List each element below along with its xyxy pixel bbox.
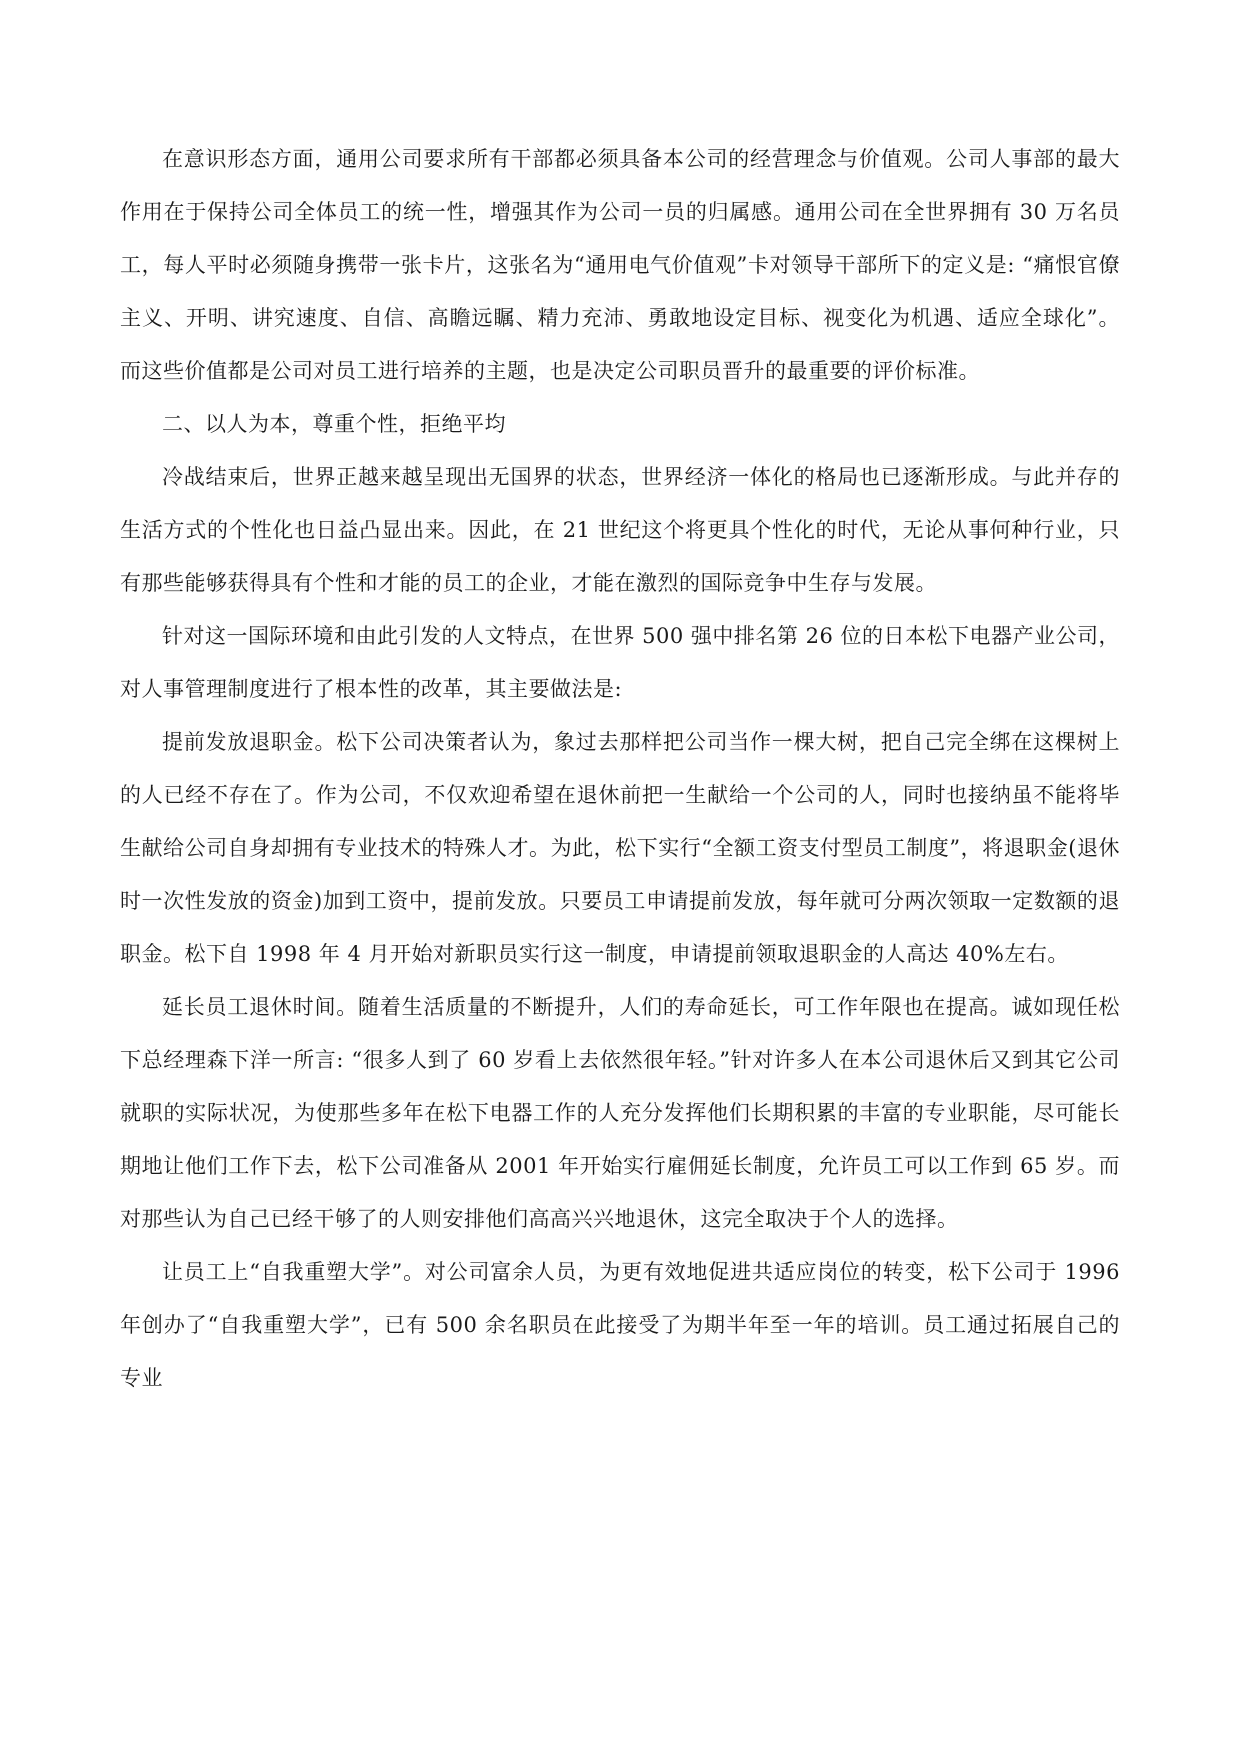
paragraph-early-severance: 提前发放退职金。松下公司决策者认为，象过去那样把公司当作一棵大树，把自己完全绑在这棵树上的人已经不存在了。作为公司，不仅欢迎希望在退休前把一生献给一个公司的人，同时也接纳虽不能将毕生献给公司自身却拥有专业技术的特殊人才。为此，松下实行“全额工资支付型员工制度”，将退职金(退休时一次性发放的资金)加到工资中，提前发放。只要员工申请提前发放，每年就可分两次领取一定数额的退职金。松下自 1998 年 4 月开始对新职员实行这一制度，申请提前领取退职金的人高达 40%左右。 [120,730,1120,966]
paragraph-ideology: 在意识形态方面，通用公司要求所有干部都必须具备本公司的经营理念与价值观。公司人事部的最大作用在于保持公司全体员工的统一性，增强其作为公司一员的归属感。通用公司在全世界拥有 30 万名员工，每人平时必须随身携带一张卡片，这张名为“通用电气价值观”卡对领导干部所下的定义是: “痛恨官僚主义、开明、讲究速度、自信、高瞻远瞩、精力充沛、勇敢地设定目标、视变化为机遇、适应全球化”。而这些价值都是公司对员工进行培养的主题，也是决定公司职员晋升的最重要的评价标准。 [120,147,1120,383]
paragraph-retirement-extension: 延长员工退休时间。随着生活质量的不断提升，人们的寿命延长，可工作年限也在提高。诚如现任松下总经理森下洋一所言: “很多人到了 60 岁看上去依然很年轻。”针对许多人在本公司退休后又到其它公司就职的实际状况，为使那些多年在松下电器工作的人充分发挥他们长期积累的丰富的专业职能，尽可能长期地让他们工作下去，松下公司准备从 2001 年开始实行雇佣延长制度，允许员工可以工作到 65 岁。而对那些认为自己已经干够了的人则安排他们高高兴兴地退休，这完全取决于个人的选择。 [120,995,1120,1231]
paragraph-self-remodeling-university: 让员工上“自我重塑大学”。对公司富余人员，为更有效地促进共适应岗位的转变，松下公司于 1996 年创办了“自我重塑大学”，已有 500 余名职员在此接受了为期半年至一年的培训。员工通过拓展自己的专业 [120,1260,1120,1390]
paragraph-cold-war: 冷战结束后，世界正越来越呈现出无国界的状态，世界经济一体化的格局也已逐渐形成。与此并存的生活方式的个性化也日益凸显出来。因此，在 21 世纪这个将更具个性化的时代，无论从事何种行业，只有那些能够获得具有个性和才能的员工的企业，才能在激烈的国际竞争中生存与发展。 [120,465,1120,595]
section-heading: 二、以人为本，尊重个性，拒绝平均 [162,412,506,436]
paragraph-panasonic-reform: 针对这一国际环境和由此引发的人文特点，在世界 500 强中排名第 26 位的日本松下电器产业公司，对人事管理制度进行了根本性的改革，其主要做法是: [120,624,1121,701]
document-body [120,133,1120,1405]
